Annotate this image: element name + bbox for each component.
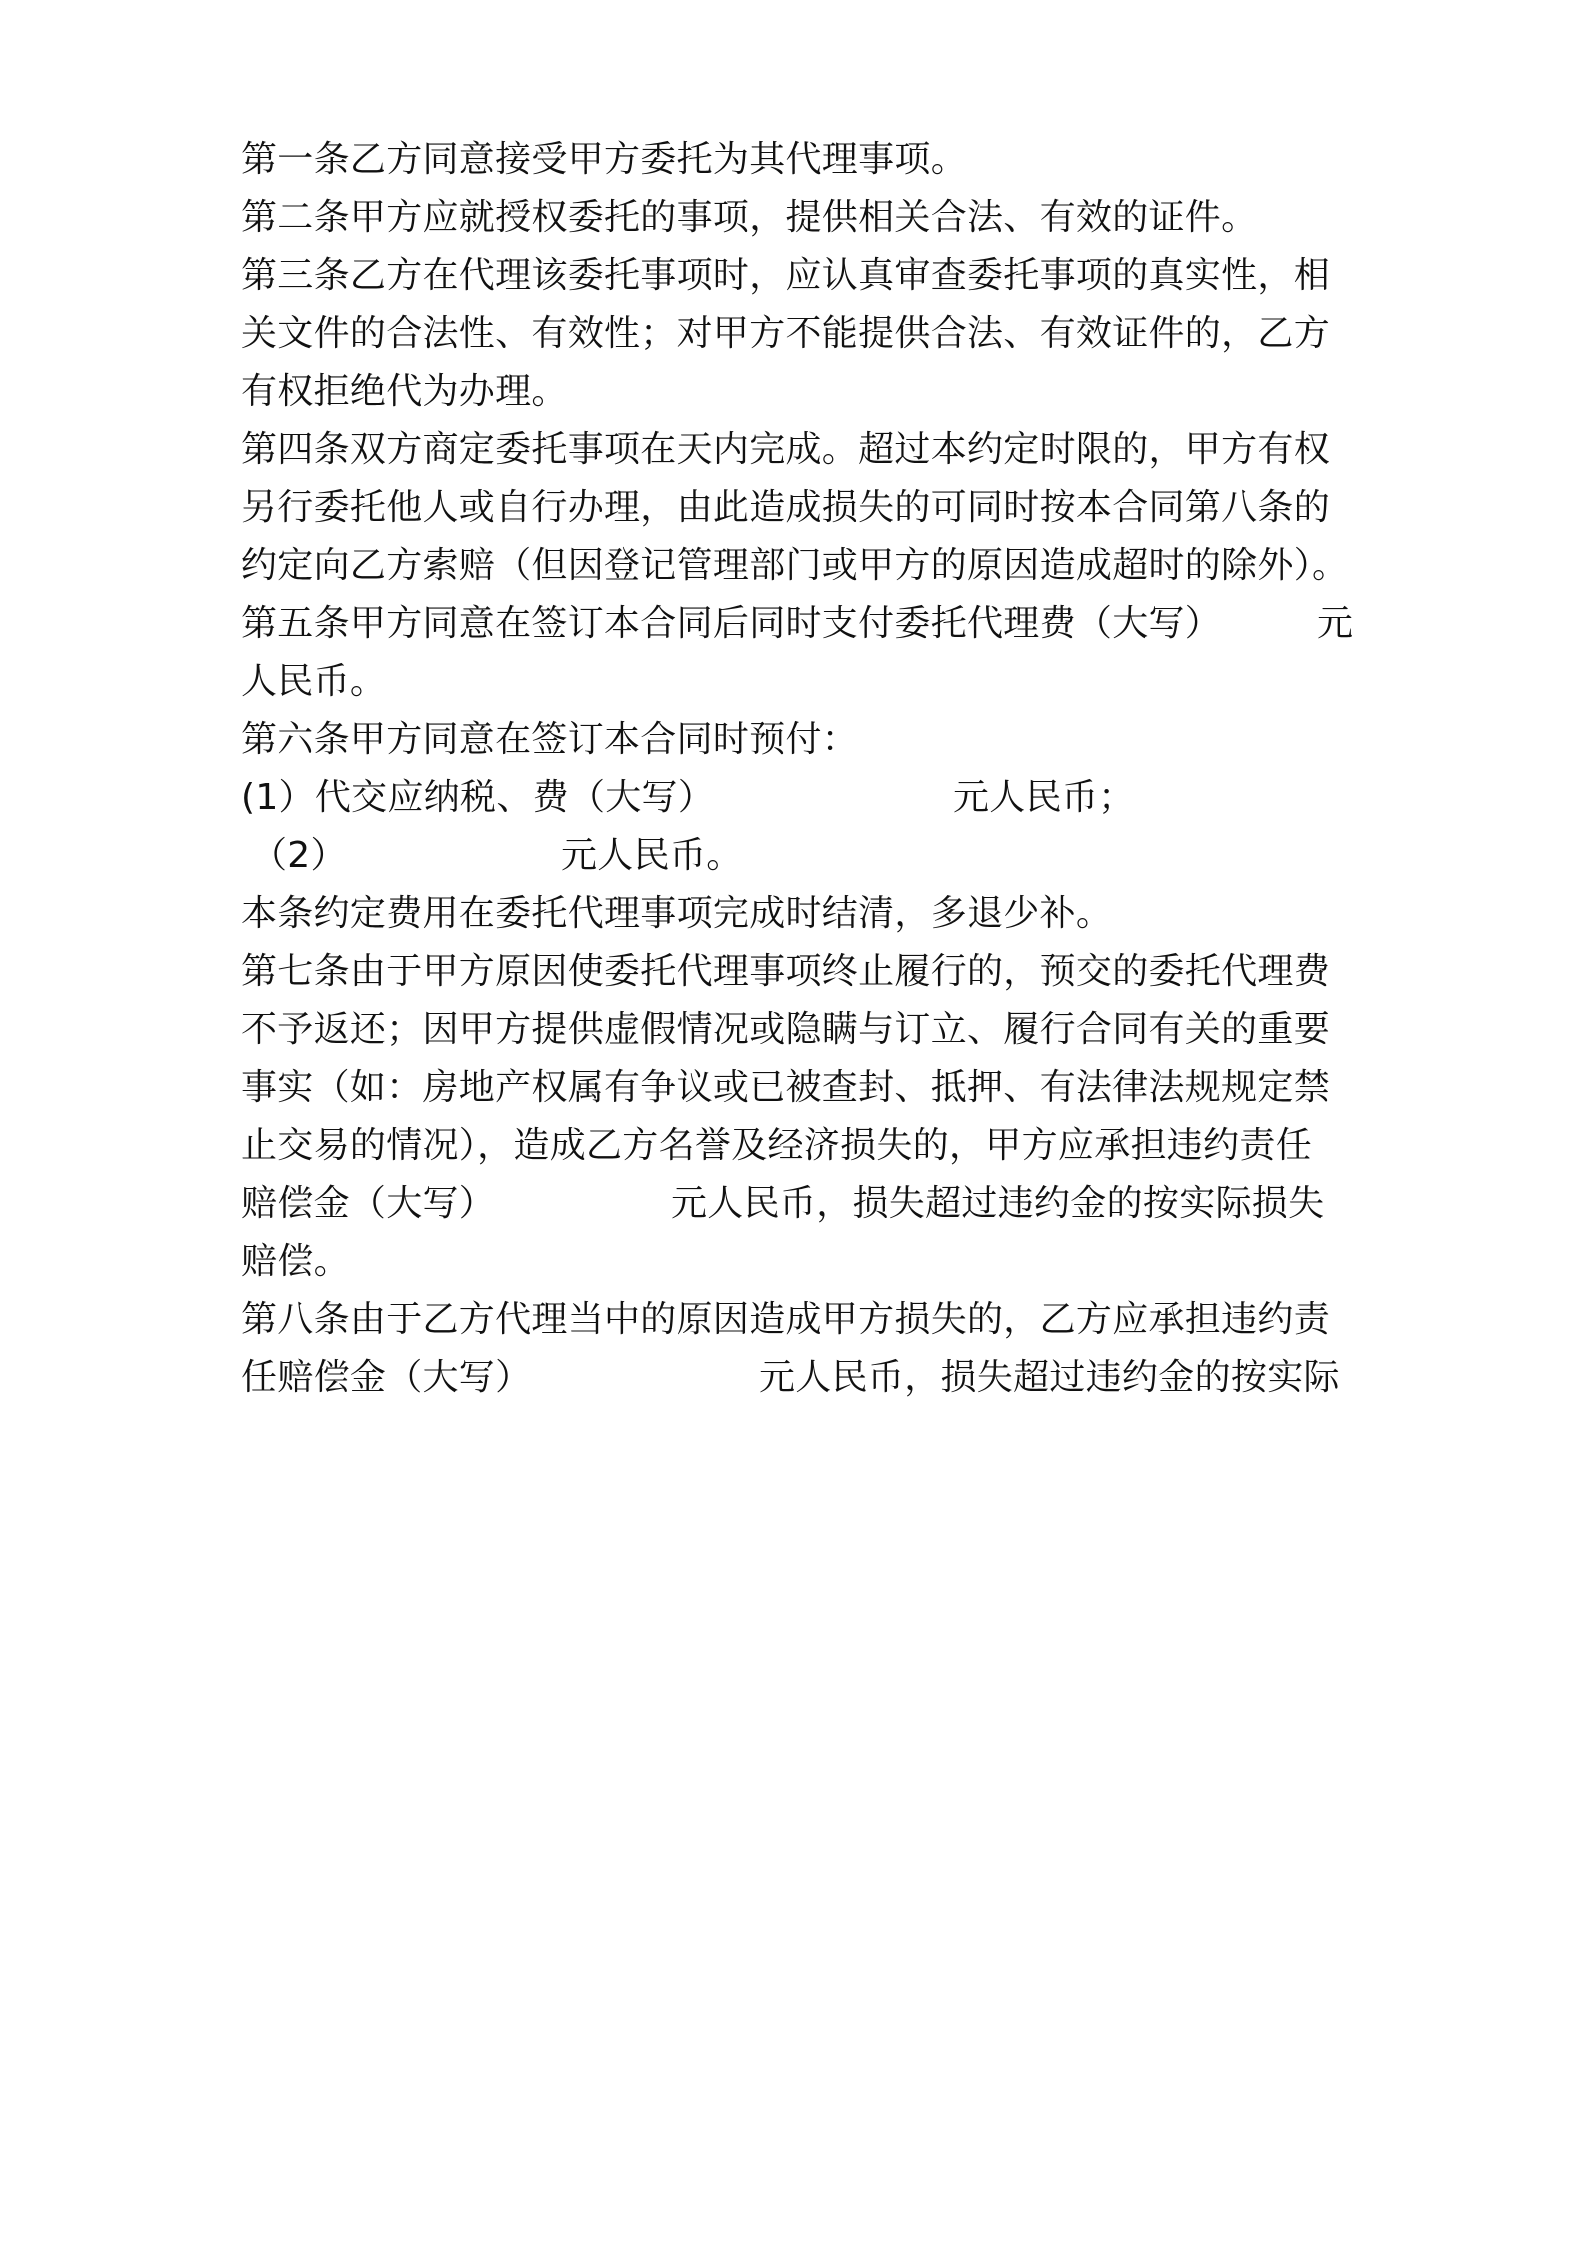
- line-segment: 元: [1317, 603, 1354, 644]
- text-line: 第二条甲方应就授权委托的事项，提供相关合法、有效的证件。: [241, 197, 1258, 238]
- line-segment: 第五条甲方同意在签订本合同后同时支付委托代理费（大写）: [241, 603, 1222, 644]
- line-segment: 元人民币，损失超过违约金的按实际损失: [671, 1183, 1325, 1224]
- text-line: 第七条由于甲方原因使委托代理事项终止履行的，预交的委托代理费: [241, 951, 1331, 992]
- line-segment: 任赔偿金（大写）: [241, 1357, 532, 1398]
- text-line: 约定向乙方索赔（但因登记管理部门或甲方的原因造成超时的除外）。: [241, 545, 1349, 586]
- text-line: 本条约定费用在委托代理事项完成时结清，多退少补。: [241, 893, 1113, 934]
- line-segment: (1）代交应纳税、费（大写）: [241, 777, 715, 818]
- line-segment: 元人民币，损失超过违约金的按实际: [759, 1357, 1340, 1398]
- text-line: 第六条甲方同意在签订本合同时预付：: [241, 719, 859, 760]
- text-line: 第八条由于乙方代理当中的原因造成甲方损失的，乙方应承担违约责: [241, 1299, 1331, 1340]
- text-line: 有权拒绝代为办理。: [241, 371, 568, 412]
- text-line: 另行委托他人或自行办理，由此造成损失的可同时按本合同第八条的: [241, 487, 1331, 528]
- text-line: 第四条双方商定委托事项在天内完成。超过本约定时限的，甲方有权: [241, 429, 1331, 470]
- text-line: 第一条乙方同意接受甲方委托为其代理事项。: [241, 139, 968, 180]
- text-line: 人民币。: [241, 661, 387, 702]
- text-line: 事实（如：房地产权属有争议或已被查封、抵押、有法律法规规定禁: [241, 1067, 1331, 1108]
- line-segment: 赔偿金（大写）: [241, 1183, 496, 1224]
- text-line: 关文件的合法性、有效性；对甲方不能提供合法、有效证件的，乙方: [241, 313, 1331, 354]
- text-line: 第三条乙方在代理该委托事项时，应认真审查委托事项的真实性，相: [241, 255, 1331, 296]
- text-line: 止交易的情况），造成乙方名誉及经济损失的，甲方应承担违约责任: [241, 1125, 1313, 1166]
- line-segment: 元人民币；: [953, 777, 1135, 818]
- line-segment: 元人民币。: [561, 835, 743, 876]
- line-segment: （2）: [251, 835, 347, 876]
- text-line: 赔偿。: [241, 1241, 350, 1282]
- text-line: 不予返还；因甲方提供虚假情况或隐瞒与订立、履行合同有关的重要: [241, 1009, 1331, 1050]
